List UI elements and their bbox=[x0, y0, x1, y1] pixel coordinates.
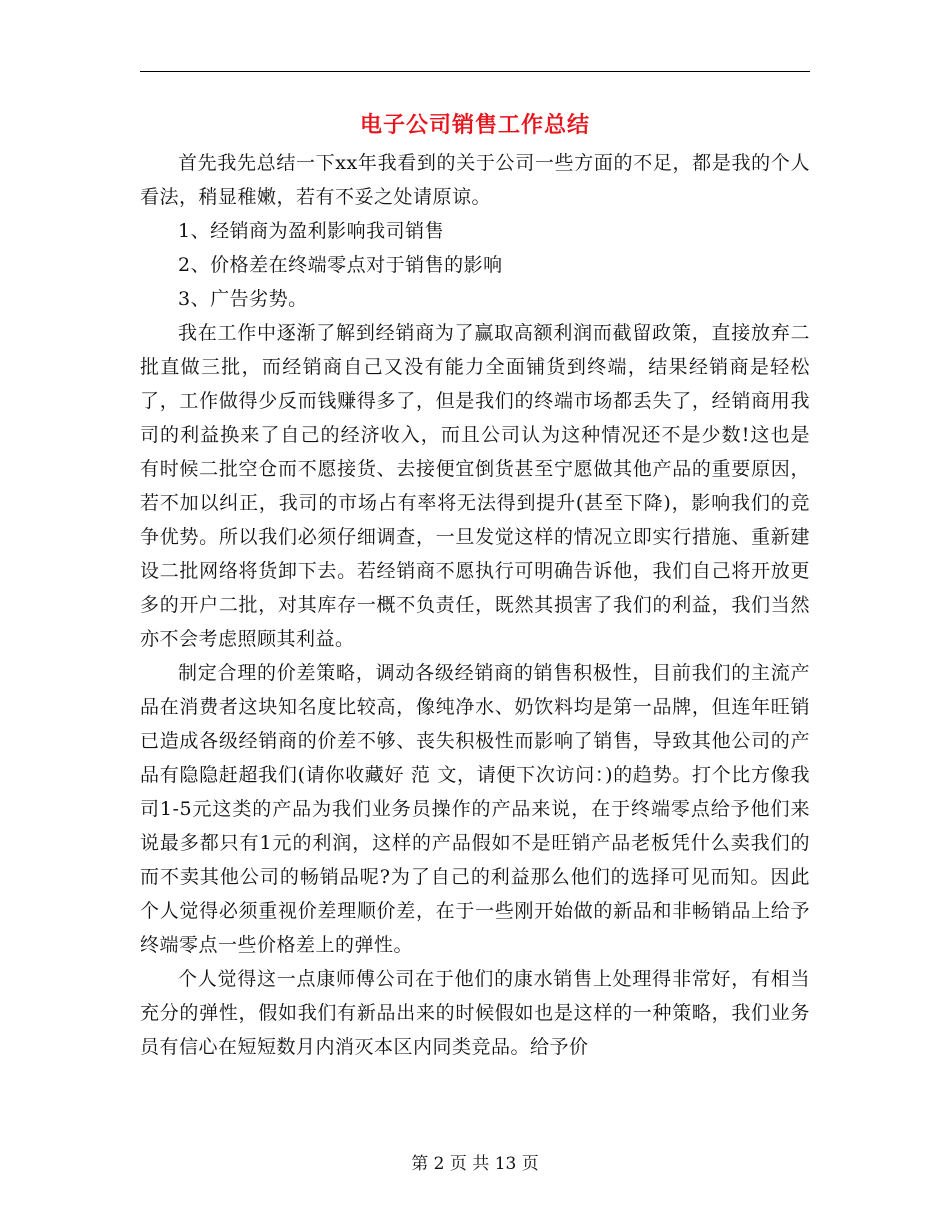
list-item-3: 3、广告劣势。 bbox=[178, 288, 308, 310]
paragraph-price-strategy: 制定合理的价差策略，调动各级经销商的销售积极性，目前我们的主流产品在消费者这块知名度比较高，像纯净水、奶饮料均是第一品牌，但连年旺销已造成各级经销商的价差不够、丧失积极性而影响了销售，导致其他公司的产品有隐隐赶超我们(请你收藏好 范 文，请便下次访问：)的趋势。打个比方像我司1-5元这类的产品为我们业务员操作的产品来说，在于终端零点给予他们来说最多都只有1元的利润，这样的产品假如不是旺销产品老板凭什么卖我们的而不卖其他公司的畅销品呢?为了自己的利益那么他们的选择可见而知。因此个人觉得必须重视价差理顺价差，在于一些刚开始做的新品和非畅销品上给予终端零点一些价格差上的弹性。 bbox=[140, 662, 810, 956]
paragraph-competitor-example: 个人觉得这一点康师傅公司在于他们的康水销售上处理得非常好，有相当充分的弹性，假如我们有新品出来的时候假如也是这样的一种策略，我们业务员有信心在短短数月内消灭本区内同类竞品。给予价 bbox=[140, 968, 810, 1058]
page-number: 第 2 页 共 13 页 bbox=[411, 1154, 539, 1174]
document-body bbox=[140, 146, 810, 1064]
list-item-2: 2、价格差在终端零点对于销售的影响 bbox=[178, 254, 503, 276]
list-item-1: 1、经销商为盈利影响我司销售 bbox=[178, 220, 445, 242]
paragraph-intro: 首先我先总结一下xx年我看到的关于公司一些方面的不足，都是我的个人看法，稍显稚嫩，若有不妥之处请原谅。 bbox=[140, 152, 810, 208]
document-title: 电子公司销售工作总结 bbox=[359, 112, 590, 138]
header-rule bbox=[140, 71, 810, 72]
paragraph-dealer-issue: 我在工作中逐渐了解到经销商为了赢取高额利润而截留政策，直接放弃二批直做三批，而经销商自己又没有能力全面铺货到终端，结果经销商是轻松了，工作做得少反而钱赚得多了，但是我们的终端市场都丢失了，经销商用我司的利益换来了自己的经济收入，而且公司认为这种情况还不是少数!这也是有时候二批空仓而不愿接货、去接便宜倒货甚至宁愿做其他产品的重要原因，若不加以纠正，我司的市场占有率将无法得到提升(甚至下降)，影响我们的竞争优势。所以我们必须仔细调查，一旦发觉这样的情况立即实行措施、重新建设二批网络将货卸下去。若经销商不愿执行可明确告诉他，我们自己将开放更多的开户二批，对其库存一概不负责任，既然其损害了我们的利益，我们当然亦不会考虑照顾其利益。 bbox=[140, 322, 810, 650]
